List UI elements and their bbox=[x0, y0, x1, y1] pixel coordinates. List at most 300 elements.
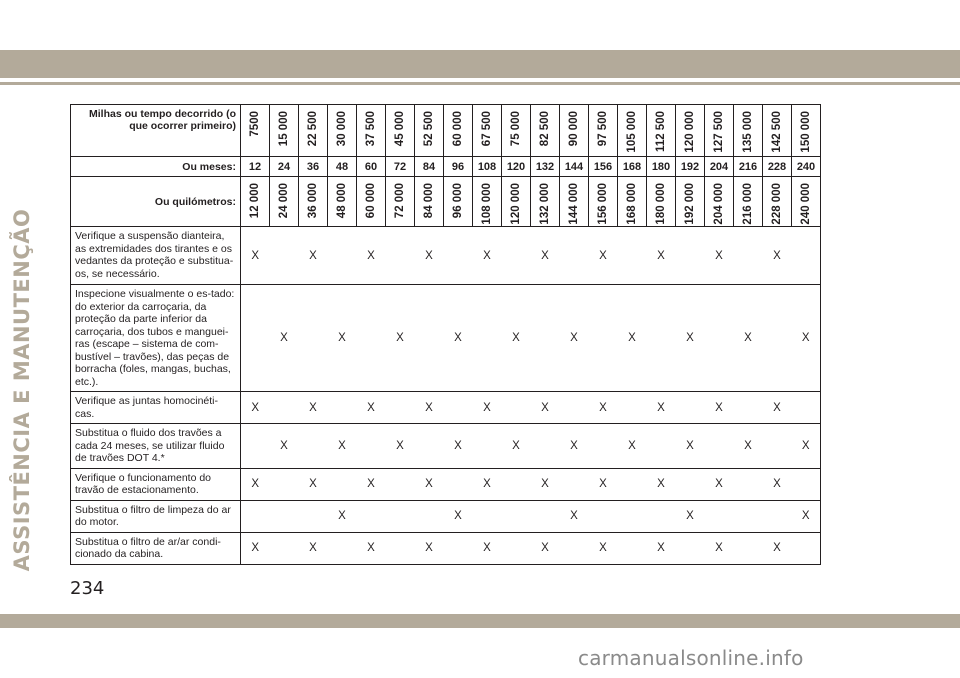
schedule-cell bbox=[734, 424, 763, 469]
miles-value: 30 000 bbox=[336, 111, 348, 147]
header-row-miles bbox=[71, 105, 821, 157]
service-mark: X bbox=[744, 332, 752, 344]
schedule-cell bbox=[676, 424, 705, 469]
schedule-cell bbox=[299, 424, 328, 469]
schedule-cell bbox=[763, 285, 792, 392]
km-value: 60 000 bbox=[365, 183, 377, 219]
miles-value: 142 500 bbox=[771, 111, 783, 153]
schedule-cell bbox=[589, 392, 618, 424]
table-row bbox=[71, 500, 821, 532]
km-column-header bbox=[705, 177, 734, 227]
schedule-cell bbox=[328, 285, 357, 392]
km-column-header bbox=[444, 177, 473, 227]
service-mark: X bbox=[251, 249, 260, 262]
miles-value: 37 500 bbox=[365, 111, 377, 147]
schedule-cell bbox=[618, 285, 647, 392]
schedule-cell bbox=[734, 392, 763, 424]
section-side-title bbox=[10, 208, 34, 572]
service-mark: X bbox=[454, 439, 462, 452]
schedule-cell bbox=[589, 532, 618, 564]
miles-value: 135 000 bbox=[742, 111, 754, 153]
maintenance-task-text: Verifique a suspensão dianteira, as extremidades dos tirantes e os vedantes da proteção e substitua-os, se necessário. bbox=[71, 227, 241, 285]
maintenance-task-text: Verifique o funcionamento do travão de estacionamento. bbox=[71, 468, 241, 500]
schedule-cell bbox=[415, 227, 444, 285]
schedule-cell bbox=[415, 468, 444, 500]
miles-column-header bbox=[241, 105, 270, 157]
schedule-cell bbox=[386, 424, 415, 469]
km-column-header bbox=[589, 177, 618, 227]
schedule-cell bbox=[444, 392, 473, 424]
miles-value: 15 000 bbox=[278, 111, 290, 147]
schedule-cell bbox=[560, 532, 589, 564]
schedule-cell bbox=[502, 500, 531, 532]
service-mark: X bbox=[512, 439, 520, 452]
schedule-cell bbox=[299, 227, 328, 285]
schedule-cell bbox=[792, 392, 821, 424]
service-mark: X bbox=[425, 401, 433, 414]
service-mark: X bbox=[773, 478, 781, 490]
schedule-cell bbox=[357, 392, 386, 424]
service-mark: X bbox=[280, 332, 288, 344]
service-mark: X bbox=[483, 478, 491, 490]
schedule-cell bbox=[357, 468, 386, 500]
header-row-km bbox=[71, 177, 821, 227]
schedule-cell bbox=[560, 468, 589, 500]
km-column-header bbox=[763, 177, 792, 227]
service-mark: X bbox=[512, 332, 520, 344]
schedule-cell bbox=[241, 500, 270, 532]
schedule-cell bbox=[444, 424, 473, 469]
schedule-cell bbox=[473, 227, 502, 285]
schedule-cell bbox=[473, 392, 502, 424]
section-title-text: ASSISTÊNCIA E MANUTENÇÃO bbox=[10, 208, 34, 572]
schedule-cell bbox=[241, 424, 270, 469]
schedule-cell bbox=[705, 500, 734, 532]
service-mark: X bbox=[541, 478, 549, 490]
miles-value: 112 500 bbox=[655, 111, 667, 152]
months-value: 84 bbox=[415, 157, 444, 177]
service-mark: X bbox=[454, 510, 462, 522]
months-header-label: Ou meses: bbox=[71, 157, 241, 177]
schedule-cell bbox=[328, 227, 357, 285]
km-column-header bbox=[328, 177, 357, 227]
schedule-cell bbox=[531, 468, 560, 500]
maintenance-task-text: Substitua o filtro de ar/ar condi-cionado da cabina. bbox=[71, 532, 241, 564]
km-value: 24 000 bbox=[278, 183, 290, 219]
km-column-header bbox=[357, 177, 386, 227]
service-mark: X bbox=[801, 439, 810, 452]
service-mark: X bbox=[483, 401, 491, 414]
schedule-cell bbox=[270, 500, 299, 532]
km-column-header bbox=[299, 177, 328, 227]
service-mark: X bbox=[483, 542, 491, 554]
service-mark: X bbox=[628, 332, 636, 344]
schedule-cell bbox=[531, 532, 560, 564]
schedule-cell bbox=[647, 500, 676, 532]
schedule-cell bbox=[473, 468, 502, 500]
miles-column-header bbox=[705, 105, 734, 157]
schedule-cell bbox=[270, 468, 299, 500]
schedule-cell bbox=[444, 227, 473, 285]
schedule-cell bbox=[386, 392, 415, 424]
schedule-cell bbox=[531, 285, 560, 392]
km-column-header bbox=[560, 177, 589, 227]
months-value: 180 bbox=[647, 157, 676, 177]
service-mark: X bbox=[338, 439, 346, 452]
km-value: 84 000 bbox=[423, 183, 435, 219]
miles-header-label: Milhas ou tempo decorrido (o que ocorrer primeiro) bbox=[71, 105, 241, 157]
km-column-header bbox=[734, 177, 763, 227]
months-value: 228 bbox=[763, 157, 792, 177]
months-value: 168 bbox=[618, 157, 647, 177]
schedule-cell bbox=[299, 285, 328, 392]
km-value: 204 000 bbox=[713, 183, 725, 225]
miles-value: 150 000 bbox=[800, 111, 812, 153]
schedule-cell bbox=[734, 532, 763, 564]
schedule-cell bbox=[560, 227, 589, 285]
schedule-cell bbox=[589, 285, 618, 392]
service-mark: X bbox=[686, 510, 694, 522]
table-row bbox=[71, 468, 821, 500]
schedule-cell bbox=[299, 500, 328, 532]
service-mark: X bbox=[367, 478, 375, 490]
km-value: 132 000 bbox=[539, 183, 551, 225]
schedule-cell bbox=[270, 424, 299, 469]
table-row bbox=[71, 532, 821, 564]
schedule-cell bbox=[270, 227, 299, 285]
months-value: 120 bbox=[502, 157, 531, 177]
schedule-cell bbox=[299, 392, 328, 424]
km-column-header bbox=[502, 177, 531, 227]
schedule-cell bbox=[560, 285, 589, 392]
schedule-cell bbox=[676, 285, 705, 392]
schedule-cell bbox=[502, 532, 531, 564]
service-mark: X bbox=[570, 439, 578, 452]
schedule-cell bbox=[705, 285, 734, 392]
km-value: 240 000 bbox=[800, 183, 812, 225]
service-mark: X bbox=[251, 478, 260, 490]
schedule-cell bbox=[589, 500, 618, 532]
service-mark: X bbox=[773, 249, 781, 262]
schedule-cell bbox=[647, 468, 676, 500]
top-color-band bbox=[0, 50, 960, 78]
miles-column-header bbox=[560, 105, 589, 157]
schedule-cell bbox=[502, 392, 531, 424]
service-mark: X bbox=[425, 249, 433, 262]
service-mark: X bbox=[367, 249, 375, 262]
table-row bbox=[71, 227, 821, 285]
schedule-cell bbox=[560, 500, 589, 532]
km-value: 108 000 bbox=[481, 183, 493, 225]
service-mark: X bbox=[309, 478, 317, 490]
km-value: 156 000 bbox=[597, 183, 609, 225]
service-mark: X bbox=[541, 401, 549, 414]
months-value: 108 bbox=[473, 157, 502, 177]
km-column-header bbox=[531, 177, 560, 227]
service-mark: X bbox=[801, 510, 810, 522]
miles-value: 45 000 bbox=[394, 111, 406, 147]
km-value: 72 000 bbox=[394, 183, 406, 219]
schedule-cell bbox=[763, 468, 792, 500]
schedule-cell bbox=[502, 424, 531, 469]
service-mark: X bbox=[715, 478, 723, 490]
km-column-header bbox=[241, 177, 270, 227]
table-row bbox=[71, 424, 821, 469]
km-value: 180 000 bbox=[655, 183, 667, 225]
schedule-cell bbox=[589, 468, 618, 500]
km-value: 96 000 bbox=[452, 183, 464, 219]
schedule-cell bbox=[241, 227, 270, 285]
maintenance-task-text: Substitua o filtro de limpeza do ar do motor. bbox=[71, 500, 241, 532]
miles-column-header bbox=[415, 105, 444, 157]
schedule-cell bbox=[618, 392, 647, 424]
schedule-cell bbox=[792, 468, 821, 500]
schedule-cell bbox=[444, 468, 473, 500]
service-mark: X bbox=[541, 249, 549, 262]
miles-column-header bbox=[589, 105, 618, 157]
miles-column-header bbox=[328, 105, 357, 157]
schedule-cell bbox=[357, 500, 386, 532]
schedule-cell bbox=[705, 424, 734, 469]
schedule-cell bbox=[357, 227, 386, 285]
schedule-cell bbox=[270, 392, 299, 424]
schedule-cell bbox=[299, 468, 328, 500]
service-mark: X bbox=[657, 478, 665, 490]
schedule-cell bbox=[241, 392, 270, 424]
schedule-cell bbox=[734, 227, 763, 285]
schedule-cell bbox=[473, 424, 502, 469]
schedule-cell bbox=[647, 227, 676, 285]
schedule-cell bbox=[647, 392, 676, 424]
schedule-cell bbox=[560, 424, 589, 469]
service-mark: X bbox=[425, 542, 433, 554]
miles-column-header bbox=[299, 105, 328, 157]
schedule-cell bbox=[241, 468, 270, 500]
schedule-cell bbox=[531, 392, 560, 424]
watermark-text: carmanualsonline.info bbox=[578, 646, 804, 670]
km-header-label: Ou quilómetros: bbox=[71, 177, 241, 227]
schedule-cell bbox=[473, 500, 502, 532]
schedule-cell bbox=[502, 468, 531, 500]
service-mark: X bbox=[773, 401, 781, 414]
km-column-header bbox=[473, 177, 502, 227]
schedule-cell bbox=[705, 532, 734, 564]
miles-value: 52 500 bbox=[423, 111, 435, 147]
schedule-cell bbox=[763, 500, 792, 532]
schedule-cell bbox=[618, 424, 647, 469]
schedule-cell bbox=[415, 532, 444, 564]
schedule-cell bbox=[560, 392, 589, 424]
km-column-header bbox=[415, 177, 444, 227]
schedule-cell bbox=[763, 532, 792, 564]
service-mark: X bbox=[541, 542, 549, 554]
months-value: 60 bbox=[357, 157, 386, 177]
schedule-cell bbox=[386, 227, 415, 285]
miles-value: 127 500 bbox=[713, 111, 725, 153]
service-mark: X bbox=[599, 478, 607, 490]
service-mark: X bbox=[686, 439, 694, 452]
miles-column-header bbox=[531, 105, 560, 157]
miles-column-header bbox=[734, 105, 763, 157]
schedule-cell bbox=[792, 500, 821, 532]
months-value: 132 bbox=[531, 157, 560, 177]
schedule-cell bbox=[676, 532, 705, 564]
schedule-cell bbox=[328, 392, 357, 424]
miles-value: 22 500 bbox=[307, 111, 319, 147]
schedule-cell bbox=[589, 424, 618, 469]
months-value: 12 bbox=[241, 157, 270, 177]
schedule-cell bbox=[328, 532, 357, 564]
service-mark: X bbox=[251, 401, 260, 414]
service-mark: X bbox=[367, 401, 375, 414]
km-value: 144 000 bbox=[568, 183, 580, 225]
miles-value: 60 000 bbox=[452, 111, 464, 147]
miles-column-header bbox=[792, 105, 821, 157]
service-mark: X bbox=[570, 332, 578, 344]
schedule-cell bbox=[647, 285, 676, 392]
schedule-cell bbox=[270, 532, 299, 564]
top-rule bbox=[0, 82, 960, 85]
schedule-cell bbox=[328, 468, 357, 500]
schedule-cell bbox=[531, 227, 560, 285]
schedule-cell bbox=[618, 500, 647, 532]
table-row bbox=[71, 392, 821, 424]
service-mark: X bbox=[280, 439, 288, 452]
schedule-cell bbox=[676, 500, 705, 532]
service-mark: X bbox=[338, 510, 346, 522]
miles-value: 7500 bbox=[249, 111, 261, 137]
service-mark: X bbox=[744, 439, 752, 452]
km-value: 216 000 bbox=[742, 183, 754, 225]
months-value: 192 bbox=[676, 157, 705, 177]
km-value: 168 000 bbox=[626, 183, 638, 225]
schedule-cell bbox=[357, 424, 386, 469]
maintenance-task-text: Verifique as juntas homocinéti-cas. bbox=[71, 392, 241, 424]
schedule-cell bbox=[618, 227, 647, 285]
service-mark: X bbox=[657, 542, 665, 554]
service-mark: X bbox=[309, 542, 317, 554]
schedule-cell bbox=[705, 392, 734, 424]
service-mark: X bbox=[628, 439, 636, 452]
months-value: 24 bbox=[270, 157, 299, 177]
schedule-cell bbox=[444, 285, 473, 392]
km-value: 12 000 bbox=[249, 183, 261, 219]
schedule-cell bbox=[415, 424, 444, 469]
schedule-cell bbox=[328, 500, 357, 532]
header-row-months bbox=[71, 157, 821, 177]
km-value: 228 000 bbox=[771, 183, 783, 225]
service-mark: X bbox=[570, 510, 578, 522]
service-mark: X bbox=[599, 542, 607, 554]
schedule-cell bbox=[676, 468, 705, 500]
schedule-cell bbox=[386, 468, 415, 500]
miles-value: 67 500 bbox=[481, 111, 493, 147]
schedule-cell bbox=[705, 468, 734, 500]
service-mark: X bbox=[686, 332, 694, 344]
km-column-header bbox=[270, 177, 299, 227]
miles-value: 120 000 bbox=[684, 111, 696, 153]
schedule-cell bbox=[734, 285, 763, 392]
maintenance-schedule-table bbox=[70, 104, 821, 565]
km-column-header bbox=[792, 177, 821, 227]
schedule-cell bbox=[792, 424, 821, 469]
service-mark: X bbox=[309, 249, 317, 262]
service-mark: X bbox=[309, 401, 317, 414]
maintenance-task-text: Substitua o fluido dos travões a cada 24 meses, se utilizar fluido de travões DOT 4.* bbox=[71, 424, 241, 469]
schedule-cell bbox=[734, 500, 763, 532]
schedule-cell bbox=[589, 227, 618, 285]
miles-column-header bbox=[357, 105, 386, 157]
schedule-cell bbox=[415, 392, 444, 424]
bottom-color-band bbox=[0, 614, 960, 628]
months-value: 240 bbox=[792, 157, 821, 177]
months-value: 216 bbox=[734, 157, 763, 177]
schedule-cell bbox=[502, 227, 531, 285]
schedule-cell bbox=[531, 500, 560, 532]
service-mark: X bbox=[454, 332, 462, 344]
km-column-header bbox=[386, 177, 415, 227]
miles-column-header bbox=[270, 105, 299, 157]
schedule-cell bbox=[299, 532, 328, 564]
table-row bbox=[71, 285, 821, 392]
schedule-cell bbox=[763, 424, 792, 469]
km-value: 48 000 bbox=[336, 183, 348, 219]
schedule-cell bbox=[763, 227, 792, 285]
km-column-header bbox=[676, 177, 705, 227]
schedule-cell bbox=[241, 532, 270, 564]
service-mark: X bbox=[657, 249, 665, 262]
km-value: 120 000 bbox=[510, 183, 522, 225]
schedule-cell bbox=[618, 532, 647, 564]
service-mark: X bbox=[425, 478, 433, 490]
miles-column-header bbox=[676, 105, 705, 157]
miles-column-header bbox=[618, 105, 647, 157]
miles-value: 97 500 bbox=[597, 111, 609, 147]
schedule-cell bbox=[647, 424, 676, 469]
service-mark: X bbox=[715, 542, 723, 554]
schedule-cell bbox=[763, 392, 792, 424]
schedule-cell bbox=[705, 227, 734, 285]
maintenance-task-text: Inspecione visualmente o es-tado: do exterior da carroçaria, da proteção da parte inferior da carroçaria, dos tubos e manguei-ras (escape – sistema de com-bustível – travões), das peças de borracha (foles, mangas, buchas, etc.). bbox=[71, 285, 241, 392]
schedule-cell bbox=[328, 424, 357, 469]
service-mark: X bbox=[367, 542, 375, 554]
miles-value: 75 000 bbox=[510, 111, 522, 147]
schedule-cell bbox=[531, 424, 560, 469]
service-mark: X bbox=[396, 332, 404, 344]
schedule-cell bbox=[415, 500, 444, 532]
service-mark: X bbox=[338, 332, 346, 344]
schedule-cell bbox=[357, 285, 386, 392]
schedule-cell bbox=[618, 468, 647, 500]
service-mark: X bbox=[773, 542, 781, 554]
miles-column-header bbox=[502, 105, 531, 157]
service-mark: X bbox=[251, 542, 260, 554]
page-number: 234 bbox=[70, 578, 105, 599]
km-column-header bbox=[618, 177, 647, 227]
schedule-cell bbox=[415, 285, 444, 392]
km-column-header bbox=[647, 177, 676, 227]
schedule-cell bbox=[386, 285, 415, 392]
miles-column-header bbox=[473, 105, 502, 157]
schedule-cell bbox=[444, 500, 473, 532]
schedule-cell bbox=[386, 532, 415, 564]
months-value: 144 bbox=[560, 157, 589, 177]
schedule-cell bbox=[734, 468, 763, 500]
months-value: 204 bbox=[705, 157, 734, 177]
schedule-cell bbox=[473, 285, 502, 392]
miles-column-header bbox=[763, 105, 792, 157]
months-value: 96 bbox=[444, 157, 473, 177]
